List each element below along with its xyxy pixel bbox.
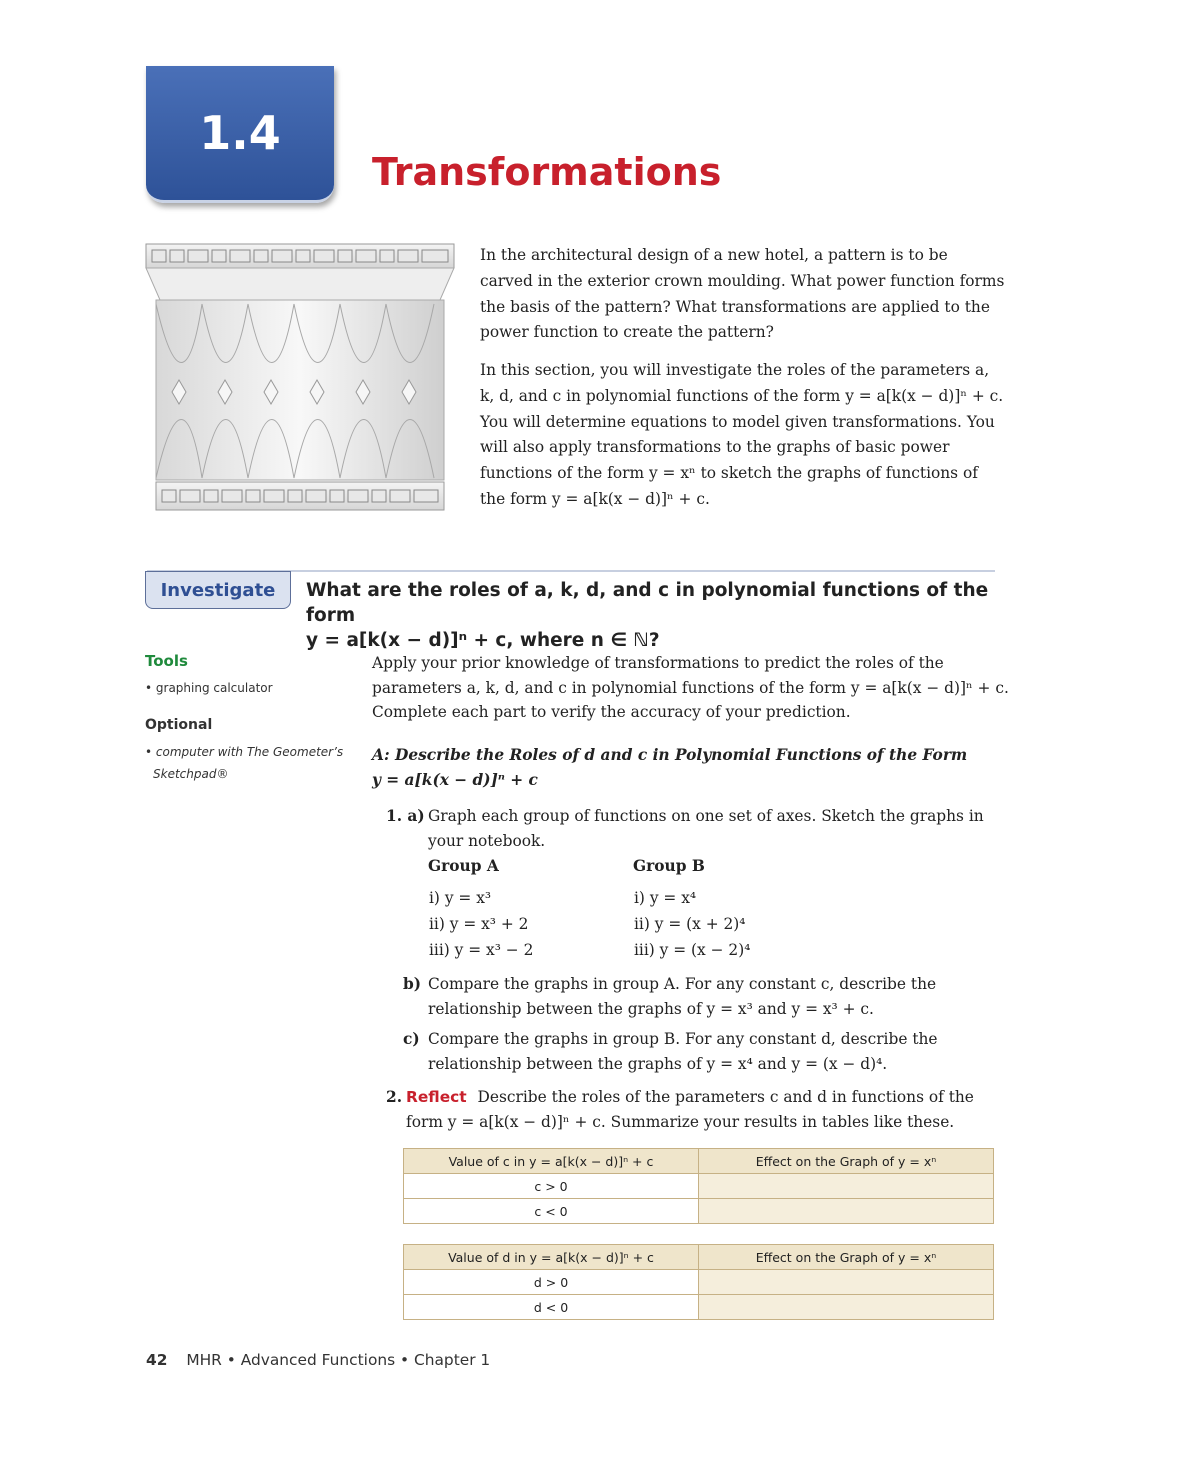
- investigate-label: Investigate: [160, 580, 276, 601]
- page-number: 42: [146, 1351, 168, 1369]
- list-item: ii) y = (x + 2)⁴: [634, 915, 746, 933]
- question-1b: b) Compare the graphs in group A. For any constant c, describe the relationship between the graphs of y = x³ and y = x³ + c.: [403, 975, 937, 1018]
- section-number-badge: [146, 66, 334, 203]
- table-header: Value of d in y = a[k(x − d)]ⁿ + c: [404, 1245, 699, 1270]
- table-d-effects: [403, 1244, 994, 1320]
- table-row: [404, 1295, 994, 1320]
- table-cell-blank: [699, 1295, 994, 1320]
- table-row: [404, 1199, 994, 1224]
- table-cell-blank: [699, 1199, 994, 1224]
- table-cell: c > 0: [404, 1174, 699, 1199]
- investigate-tab: [145, 571, 291, 609]
- question-1a-text: Graph each group of functions on one set of axes. Sketch the graphs in your notebook.: [428, 807, 984, 850]
- table-header: Value of c in y = a[k(x − d)]ⁿ + c: [404, 1149, 699, 1174]
- list-item: i) y = x⁴: [634, 889, 697, 907]
- group-b-list: [634, 885, 750, 963]
- question-1c: c) Compare the graphs in group B. For any constant d, describe the relationship between the graphs of y = x⁴ and y = (x − d)⁴.: [403, 1030, 938, 1073]
- list-item: iii) y = (x − 2)⁴: [634, 941, 751, 959]
- crown-moulding-image: [144, 242, 456, 514]
- table-cell: d < 0: [404, 1295, 699, 1320]
- list-item: ii) y = x³ + 2: [429, 915, 529, 933]
- list-item: iii) y = x³ − 2: [429, 941, 534, 959]
- reflect-label: Reflect: [406, 1088, 467, 1106]
- page-footer: [146, 1351, 490, 1369]
- question-1a: [386, 804, 1006, 853]
- intro-paragraph-2: In this section, you will investigate the roles of the parameters a, k, d, and c in polynomial functions of the form y = a[k(x − d)]ⁿ + c. You will determine equations to model given transformations. You will also apply transformations to the graphs of basic power functions of the form y = xⁿ to sketch the graphs of functions of the form y = a[k(x − d)]ⁿ + c.: [480, 361, 1004, 508]
- optional-item: • computer with The Geometer’s Sketchpad®: [145, 745, 344, 781]
- page-title: Transformations: [372, 150, 722, 194]
- table-header-row: [404, 1149, 994, 1174]
- group-a-list: [429, 885, 533, 963]
- intro-paragraph-1: In the architectural design of a new hotel, a pattern is to be carved in the exterior crown moulding. What power function forms the basis of the pattern? What transformations are applied to the power function to create the pattern?: [480, 246, 1005, 342]
- section-number: 1.4: [199, 106, 281, 160]
- question-1a-number: 1. a): [386, 807, 425, 825]
- tools-heading: Tools: [145, 652, 188, 670]
- table-header: Effect on the Graph of y = xⁿ: [699, 1149, 994, 1174]
- investigate-question: What are the roles of a, k, d, and c in polynomial functions of the form y = a[k(x − d)]ⁿ + c, where n ∈ ℕ?: [306, 580, 989, 651]
- table-cell: d > 0: [404, 1270, 699, 1295]
- question-2: 2. Reflect Describe the roles of the parameters c and d in functions of the form y = a[k(x − d)]ⁿ + c. Summarize your results in tables like these.: [386, 1088, 974, 1131]
- table-cell-blank: [699, 1174, 994, 1199]
- table-header-row: [404, 1245, 994, 1270]
- table-cell: c < 0: [404, 1199, 699, 1224]
- group-a-heading: Group A: [428, 857, 499, 875]
- table-c-effects: [403, 1148, 994, 1224]
- tools-item: • graphing calculator: [145, 681, 273, 695]
- table-header: Effect on the Graph of y = xⁿ: [699, 1245, 994, 1270]
- part-a-heading: A: Describe the Roles of d and c in Polynomial Functions of the Form y = a[k(x − d)]ⁿ + c: [372, 746, 968, 789]
- optional-heading: Optional: [145, 717, 213, 733]
- group-b-heading: Group B: [633, 857, 705, 875]
- list-item: i) y = x³: [429, 889, 492, 907]
- table-row: [404, 1174, 994, 1199]
- table-cell-blank: [699, 1270, 994, 1295]
- apply-paragraph: Apply your prior knowledge of transformations to predict the roles of the parameters a, k, d, and c in polynomial functions of the form y = a[k(x − d)]ⁿ + c. Complete each part to verify the accuracy of your prediction.: [372, 654, 1009, 721]
- footer-text: MHR • Advanced Functions • Chapter 1: [186, 1351, 491, 1369]
- table-row: [404, 1270, 994, 1295]
